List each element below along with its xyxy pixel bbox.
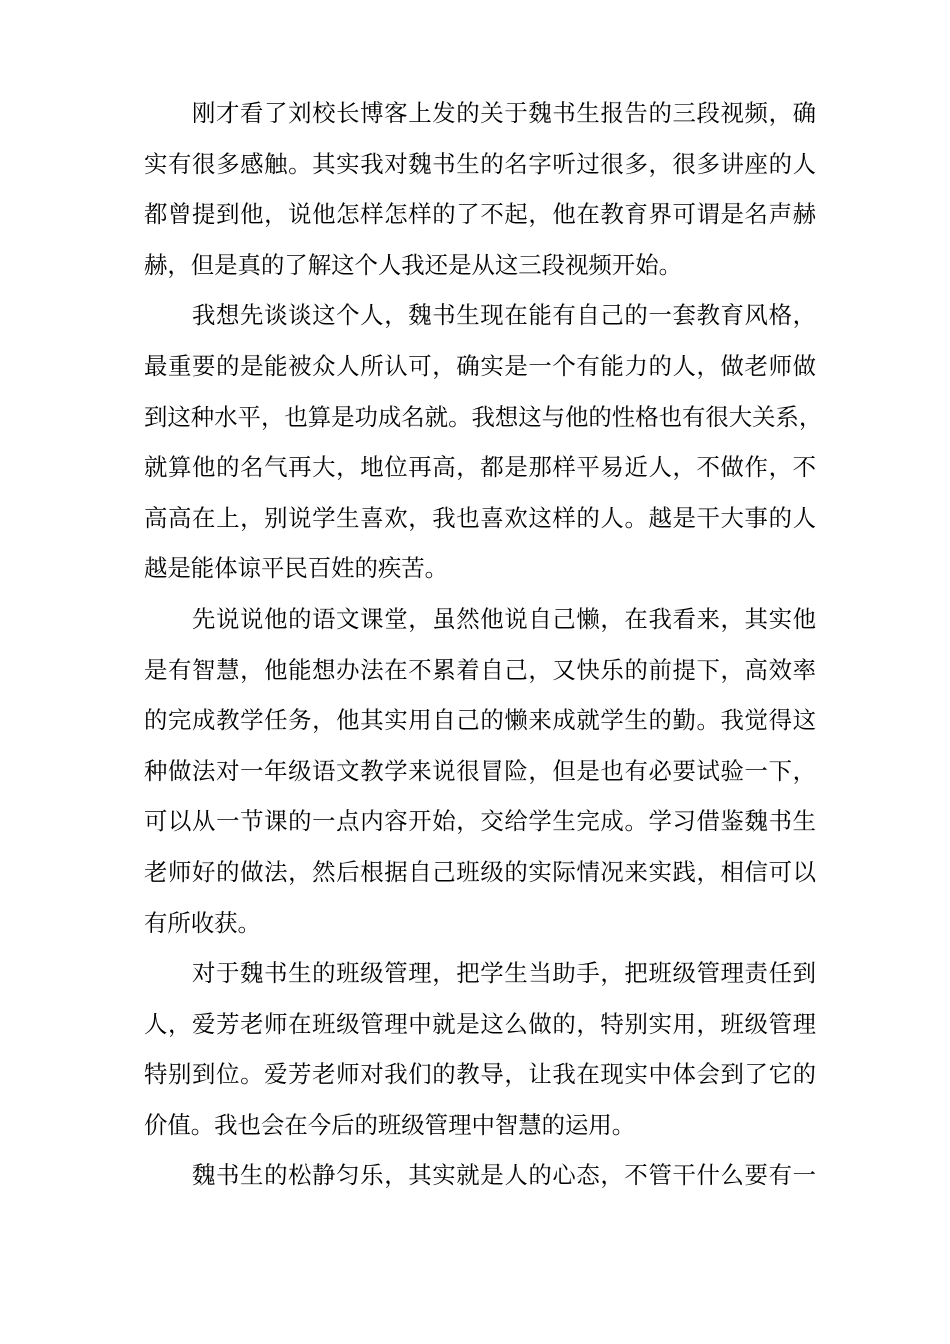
text-line: 刚才看了刘校长博客上发的关于魏书生报告的三段视频，确: [192, 99, 816, 127]
text-line: 是有智慧，他能想办法在不累着自己，又快乐的前提下，高效率: [144, 655, 816, 684]
text-line: 价值。我也会在今后的班级管理中智慧的运用。: [144, 1110, 636, 1139]
paragraph-1: [144, 88, 816, 290]
text-line: 魏书生的松静匀乐，其实就是人的心态，不管干什么要有一: [192, 1161, 816, 1190]
text-line: 种做法对一年级语文教学来说很冒险，但是也有必要试验一下，: [144, 756, 816, 785]
text-line: 赫，但是真的了解这个人我还是从这三段视频开始。: [144, 250, 682, 279]
paragraph-3: [144, 594, 816, 948]
text-line: 老师好的做法，然后根据自己班级的实际情况来实践，相信可以: [144, 857, 816, 886]
text-line: 可以从一节课的一点内容开始，交给学生完成。学习借鉴魏书生: [144, 807, 816, 836]
paragraph-5: [144, 1150, 816, 1201]
text-line: 都曾提到他，说他怎样怎样的了不起，他在教育界可谓是名声赫: [144, 200, 816, 229]
text-line: 实有很多感触。其实我对魏书生的名字听过很多，很多讲座的人: [144, 149, 816, 178]
text-line: 到这种水平，也算是功成名就。我想这与他的性格也有很大关系，: [144, 402, 823, 431]
document-body: [144, 88, 823, 1201]
paragraph-4: [144, 948, 816, 1150]
paragraph-2: [144, 290, 823, 594]
text-line: 特别到位。爱芳老师对我们的教导，让我在现实中体会到了它的: [144, 1060, 816, 1089]
text-line: 有所收获。: [144, 908, 261, 937]
text-line: 就算他的名气再大，地位再高，都是那样平易近人，不做作，不: [144, 453, 816, 482]
text-line: 的完成教学任务，他其实用自己的懒来成就学生的勤。我觉得这: [144, 706, 816, 735]
text-line: 高高在上，别说学生喜欢，我也喜欢这样的人。越是干大事的人: [144, 503, 816, 532]
text-line: 最重要的是能被众人所认可，确实是一个有能力的人，做老师做: [144, 351, 816, 380]
text-line: 先说说他的语文课堂，虽然他说自己懒，在我看来，其实他: [192, 604, 816, 633]
text-line: 越是能体谅平民百姓的疾苦。: [144, 554, 449, 583]
text-line: 对于魏书生的班级管理，把学生当助手，把班级管理责任到: [192, 959, 816, 988]
text-line: 人，爱芳老师在班级管理中就是这么做的，特别实用，班级管理: [144, 1009, 816, 1038]
text-line: 我想先谈谈这个人，魏书生现在能有自己的一套教育风格，: [192, 301, 816, 330]
